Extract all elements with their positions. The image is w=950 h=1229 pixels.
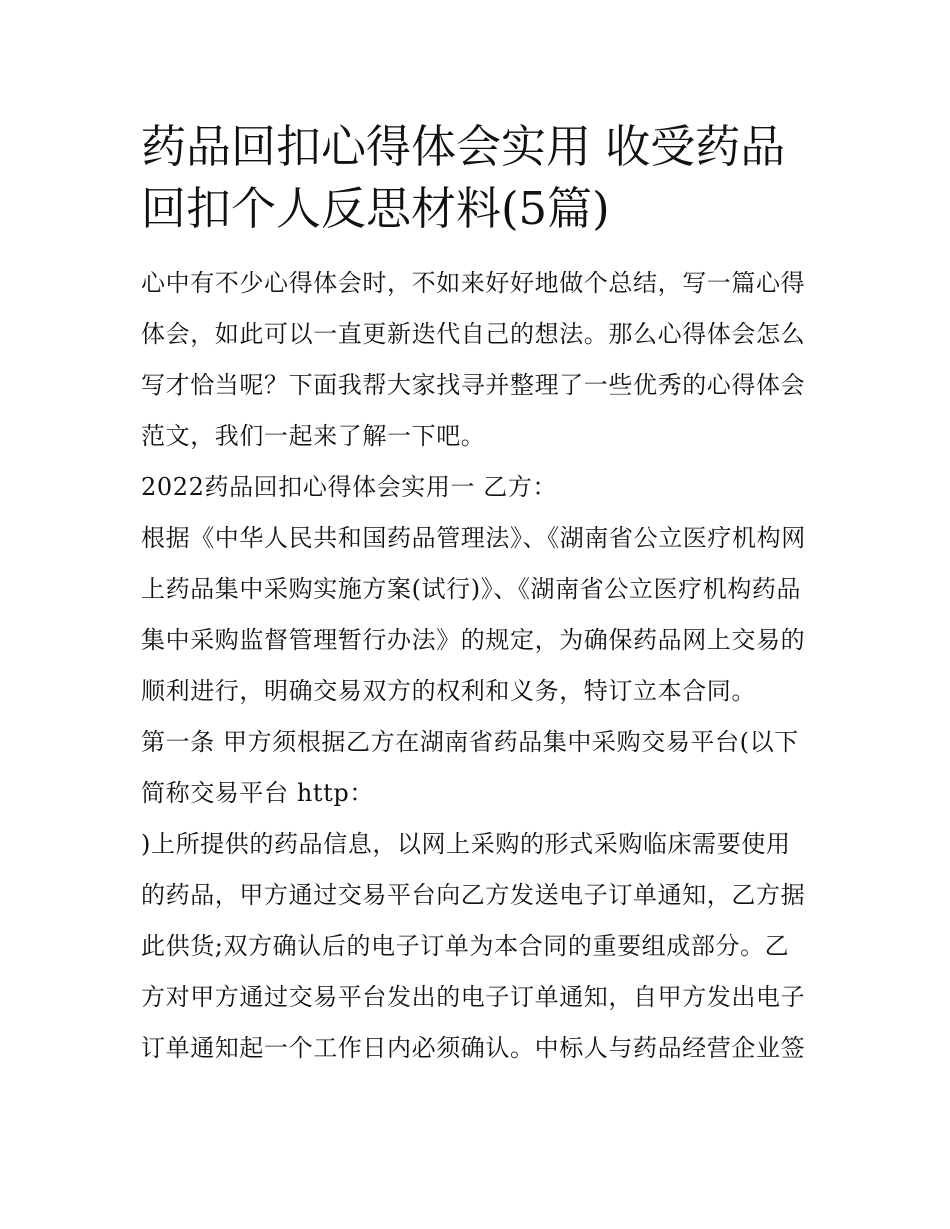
paragraph-section-heading: 2022药品回扣心得体会实用一 乙方： xyxy=(141,473,558,501)
paragraph-article-one: 第一条 甲方须根据乙方在湖南省药品集中采购交易平台(以下简称交易平台 http： xyxy=(141,728,799,807)
document-body xyxy=(141,116,813,1074)
document-title: 药品回扣心得体会实用 收受药品回扣个人反思材料(5篇) xyxy=(141,120,786,235)
paragraph-order-procedure: )上所提供的药品信息，以网上采购的形式采购临床需要使用的药品，甲方通过交易平台向乙方发送电子订单通知，乙方据此供货;双方确认后的电子订单为本合同的重要组成部分。乙方对甲方通过交易平台发出的电子订单通知，自甲方发出电子订单通知起一个工作日内必须确认。中标人与药品经营企业签 xyxy=(141,830,806,1062)
paragraph-legal-basis: 根据《中华人民共和国药品管理法》、《湖南省公立医疗机构网上药品集中采购实施方案(试行)》、《湖南省公立医疗机构药品集中采购监督管理暂行办法》的规定，为确保药品网上交易的顺利进行，明确交易双方的权利和义务，特订立本合同。 xyxy=(141,524,806,705)
paragraph-intro: 心中有不少心得体会时，不如来好好地做个总结，写一篇心得体会，如此可以一直更新迭代自己的想法。那么心得体会怎么写才恰当呢？下面我帮大家找寻并整理了一些优秀的心得体会范文，我们一起来了解一下吧。 xyxy=(141,269,806,450)
